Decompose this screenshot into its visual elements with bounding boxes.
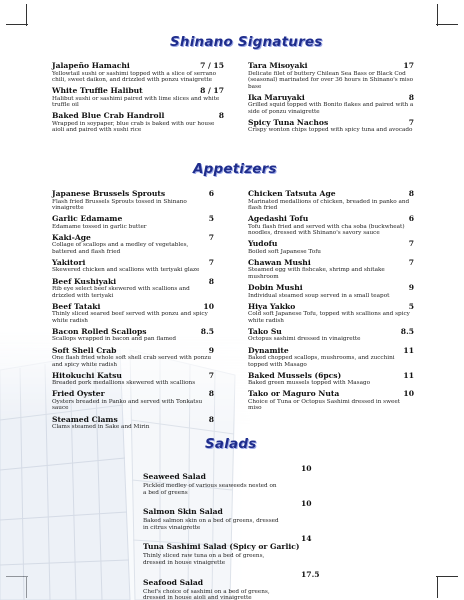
- item-description: Baked chopped scallops, mushrooms, and zucchini topped with Masago: [248, 355, 395, 368]
- item-name: Beef Kushiyaki: [52, 276, 117, 286]
- item-description: Yellowtail sushi or sashimi topped with a slice of serrano chili, sweet daikon, and drizzled with ponzu vinaigrette: [52, 70, 217, 84]
- menu-item: [52, 233, 214, 256]
- menu-item: [248, 93, 414, 116]
- item-description: Crispy wonton chips topped with spicy tuna and avocado: [248, 127, 413, 134]
- item-description: Skewered chicken and scallions with teriyaki glaze: [52, 267, 200, 274]
- menu-item: [248, 61, 414, 90]
- item-description: Scallops wrapped in bacon and pan flamed: [52, 336, 176, 343]
- item-price: 7: [208, 232, 214, 242]
- item-price: 7 / 15: [200, 61, 224, 70]
- menu-item: [248, 302, 414, 325]
- signatures-right-column: [248, 61, 414, 137]
- signatures-left-column: [52, 61, 224, 137]
- item-price: 11: [403, 345, 414, 355]
- menu-item: [248, 283, 414, 299]
- crop-mark: [436, 576, 458, 577]
- menu-item: [248, 214, 414, 237]
- item-name: Hitokuchi Katsu: [52, 370, 122, 380]
- item-description: Flash fried Brussels Sprouts tossed in Shinano vinaigrette: [52, 198, 187, 212]
- item-price: 6: [408, 214, 414, 224]
- menu-item: [248, 371, 414, 387]
- item-description: Tofu flash fried and served with cha soba (buckwheat) noodles, dressed with Shinano's savory sauce: [248, 223, 405, 237]
- item-price: 7: [208, 370, 214, 380]
- item-name: Tara Misoyaki: [248, 61, 308, 70]
- crop-mark: [436, 24, 458, 25]
- item-name: Hiya Yakko: [248, 301, 296, 311]
- crop-mark: [437, 576, 438, 598]
- menu-item: [248, 118, 414, 134]
- item-price: 8: [208, 389, 214, 399]
- item-price: 5: [208, 214, 214, 224]
- item-description: Delicate filet of buttery Chilean Sea Bass or Black Cod (seasonal) marinated for over 36 hours in Shinano's miso base: [248, 70, 414, 90]
- menu-item: [52, 327, 214, 343]
- section-title-salads: Salads: [205, 436, 257, 452]
- item-description: Edamame tossed in garlic butter: [52, 223, 147, 230]
- item-name: Chicken Tatsuta Age: [248, 189, 336, 198]
- item-name: Seaweed Salad: [143, 472, 206, 481]
- item-description: Collage of scallops and a medley of vegetables, battered and flash fried: [52, 242, 189, 255]
- menu-item: [143, 464, 318, 496]
- item-name: Yakitori: [52, 257, 86, 267]
- menu-item: [52, 389, 214, 412]
- item-price: 9: [208, 345, 214, 355]
- item-description: Baked salmon skin on a bed of greens, dressed in citrus vinaigrette: [143, 518, 279, 531]
- item-description: Marinated medallions of chicken, breaded in panko and flash fried: [248, 198, 410, 212]
- item-price: 10: [403, 389, 414, 399]
- item-description: Choice of Tuna or Octopus Sashimi dressed in sweet miso: [248, 398, 400, 412]
- menu-item: [143, 570, 318, 600]
- item-price: 8: [408, 92, 414, 102]
- item-name: Agedashi Tofu: [248, 214, 309, 224]
- item-price: 7: [208, 257, 214, 267]
- item-name: Tako Su: [248, 326, 282, 336]
- item-price: 8: [408, 189, 414, 198]
- section-title-signatures: Shinano Signatures: [170, 34, 323, 50]
- item-price: 7: [408, 117, 414, 127]
- menu-item: [52, 302, 214, 325]
- menu-item: [52, 346, 214, 369]
- item-name: Tako or Maguro Nuta: [248, 389, 340, 399]
- menu-item: [52, 371, 214, 387]
- crop-mark: [26, 4, 27, 26]
- item-price: 8.5: [400, 326, 414, 336]
- item-name: Baked Blue Crab Handroll: [52, 111, 165, 121]
- item-name: Yudofu: [248, 239, 278, 249]
- item-description: Baked green mussels topped with Masago: [248, 380, 371, 387]
- menu-item: [248, 346, 414, 369]
- item-description: Chef's choice of sashimi on a bed of greens, dressed in house aioli and vinaigrette: [143, 588, 270, 600]
- item-name: Dynamite: [248, 345, 289, 355]
- menu-item: [248, 189, 414, 212]
- item-name: Dobin Mushi: [248, 283, 303, 293]
- item-description: Cold soft Japanese Tofu, topped with scallions and spicy white radish: [248, 311, 410, 324]
- menu-item: [52, 61, 224, 84]
- item-price: 8: [208, 414, 214, 424]
- section-title-appetizers: Appetizers: [193, 161, 277, 177]
- item-name: Salmon Skin Salad: [143, 507, 223, 517]
- item-description: Thinly sliced seared beef served with ponzu and spicy white radish: [52, 311, 208, 324]
- menu-item: [52, 415, 214, 431]
- item-price: 8.5: [200, 326, 214, 336]
- item-price: 7: [408, 239, 414, 249]
- item-name: Jalapeño Hamachi: [52, 61, 130, 70]
- item-price: 8: [218, 111, 224, 121]
- crop-mark: [6, 24, 28, 25]
- menu-item: [248, 258, 414, 281]
- item-name: Japanese Brussels Sprouts: [52, 189, 166, 198]
- menu-item: [52, 258, 214, 274]
- menu-item: [52, 189, 214, 212]
- item-price: 17.5: [301, 569, 320, 579]
- menu-item: [52, 214, 214, 230]
- menu-item: [248, 327, 414, 343]
- item-name: Seafood Salad: [143, 577, 204, 587]
- menu-item: [52, 111, 224, 134]
- item-description: One flash fried whole soft shell crab served with ponzu and spicy white radish: [52, 355, 212, 368]
- item-description: Boiled soft Japanese Tofu: [248, 248, 321, 255]
- item-name: Steamed Clams: [52, 414, 118, 424]
- item-description: Octopus sashimi dressed in vinaigrette: [248, 336, 361, 343]
- item-name: Chawan Mushi: [248, 257, 311, 267]
- item-price: 8 / 17: [200, 86, 224, 96]
- item-description: Pickled medley of various seaweeds nested on a bed of greens: [143, 483, 277, 496]
- item-name: Baked Mussels (6pcs): [248, 370, 342, 380]
- item-description: Thinly sliced raw tuna on a bed of greens, dressed in house vinaigrette: [143, 553, 265, 566]
- item-name: Ika Maruyaki: [248, 92, 305, 102]
- item-description: Oysters breaded in Panko and served with Tonkatsu sauce: [52, 398, 203, 412]
- item-description: Clams steamed in Sake and Mirin: [52, 424, 150, 430]
- item-name: Garlic Edamame: [52, 214, 123, 224]
- item-name: White Truffle Halibut: [52, 86, 143, 96]
- item-price: 5: [408, 301, 414, 311]
- item-name: Kaki-Age: [52, 232, 91, 242]
- item-name: Fried Oyster: [52, 389, 105, 399]
- item-description: Grilled squid topped with Bonito flakes and paired with a side of ponzu vinaigrette: [248, 102, 414, 115]
- item-price: 14: [301, 534, 312, 544]
- item-name: Tuna Sashimi Salad (Spicy or Garlic): [143, 542, 300, 552]
- item-name: Beef Tataki: [52, 301, 101, 311]
- appetizers-right-column: [248, 189, 414, 415]
- menu-item: [143, 499, 318, 531]
- item-description: Wrapped in soypaper, blue crab is baked with our house aioli and paired with sushi rice: [52, 120, 215, 134]
- item-price: 10: [301, 499, 312, 509]
- item-price: 8: [208, 276, 214, 286]
- appetizers-left-column: [52, 189, 214, 433]
- item-description: Halibut sushi or sashimi paired with lime slices and white truffle oil: [52, 95, 220, 109]
- item-description: Rib eye select beef skewered with scallions and drizzled with teriyaki: [52, 286, 190, 299]
- menu-item: [143, 534, 318, 566]
- item-price: 11: [403, 370, 414, 380]
- menu-item: [52, 277, 214, 300]
- item-price: 9: [408, 283, 414, 293]
- menu-item: [52, 86, 224, 109]
- item-name: Soft Shell Crab: [52, 345, 117, 355]
- menu-item: [248, 389, 414, 412]
- crop-mark: [437, 4, 438, 26]
- item-name: Spicy Tuna Nachos: [248, 117, 329, 127]
- item-description: Steamed egg with fishcake, shrimp and shitake mushroom: [248, 267, 385, 281]
- salads-column: [143, 464, 318, 600]
- item-name: Bacon Rolled Scallops: [52, 326, 147, 336]
- item-price: 6: [208, 189, 214, 198]
- item-price: 7: [408, 257, 414, 267]
- item-price: 10: [203, 301, 214, 311]
- item-description: Breaded pork medallions skewered with scallions: [52, 380, 196, 387]
- item-price: 17: [403, 61, 414, 70]
- item-price: 10: [301, 464, 312, 473]
- item-description: Individual steamed soup served in a small teapot: [248, 292, 390, 299]
- menu-item: [248, 239, 414, 255]
